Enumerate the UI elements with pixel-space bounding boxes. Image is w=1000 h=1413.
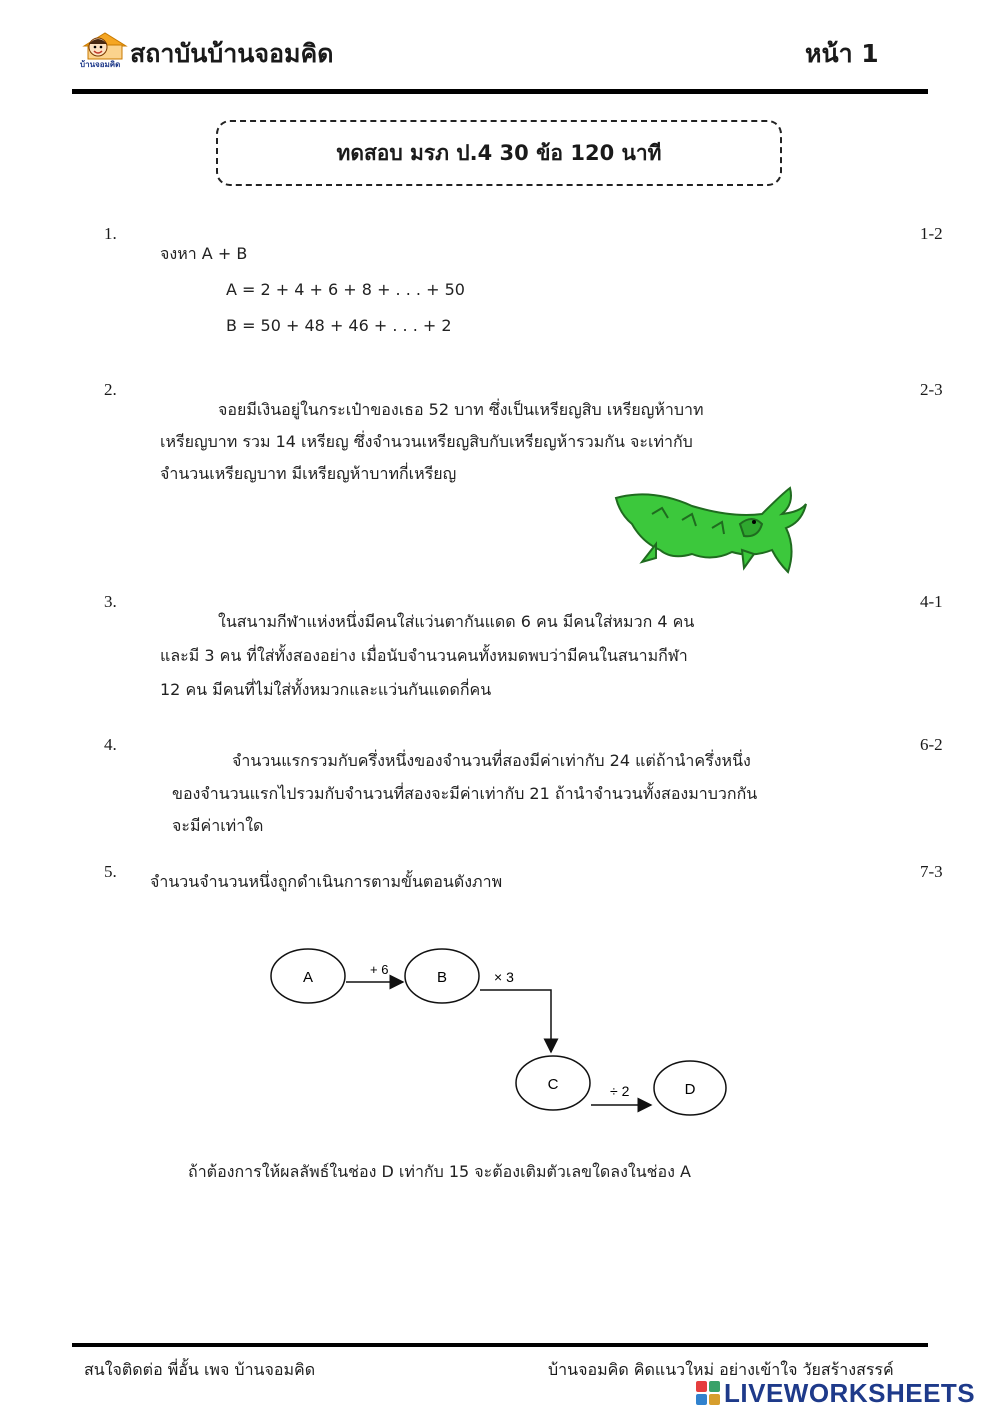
question-text: ในสนามกีฬาแห่งหนึ่งมีคนใส่แว่นตากันแดด 6 คน มีคนใส่หมวก 4 คน xyxy=(218,612,695,631)
liveworksheets-grid-icon xyxy=(696,1381,720,1405)
footer-contact: สนใจติดต่อ พี่อั้น เพจ บ้านจอมคิด xyxy=(84,1360,316,1379)
header-divider xyxy=(72,89,928,94)
question-text: จะมีค่าเท่าใด xyxy=(172,816,264,835)
question-code: 4-1 xyxy=(920,592,943,611)
question-text: จำนวนจำนวนหนึ่งถูกดำเนินการตามขั้นตอนดังภาพ xyxy=(150,872,503,891)
question-code: 1-2 xyxy=(920,224,943,243)
question-text: ถ้าต้องการให้ผลลัพธ์ในช่อง D เท่ากับ 15 จะต้องเติมตัวเลขใดลงในช่อง A xyxy=(188,1162,691,1181)
liveworksheets-text: LIVEWORKSHEETS xyxy=(724,1377,976,1408)
question-code: 2-3 xyxy=(920,380,943,399)
question-number: 1. xyxy=(104,224,117,243)
question-text: 12 คน มีคนที่ไม่ใส่ทั้งหมวกและแว่นกันแดดกี่คน xyxy=(160,680,492,699)
node-c xyxy=(516,1056,590,1110)
footer-slogan: บ้านจอมคิด คิดแนวใหม่ อย่างเข้าใจ วัยสร้างสรรค์ xyxy=(548,1360,894,1379)
node-b xyxy=(405,949,479,1003)
logo-text: บ้านจอมคิด xyxy=(80,60,121,69)
question-number: 4. xyxy=(104,735,117,754)
flow-diagram xyxy=(260,930,740,1134)
dinosaur-illustration xyxy=(612,484,808,584)
node-b-label: B xyxy=(436,969,448,986)
question-text: A = 2 + 4 + 6 + 8 + . . . + 50 xyxy=(226,280,465,299)
question-text: จอยมีเงินอยู่ในกระเป๋าของเธอ 52 บาท ซึ่งเป็นเหรียญสิบ เหรียญห้าบาท xyxy=(218,400,704,419)
footer-divider xyxy=(72,1343,928,1347)
exam-title: ทดสอบ มรภ ป.4 30 ข้อ 120 นาที xyxy=(336,140,662,165)
node-a xyxy=(271,949,345,1003)
page-label: หน้า 1 xyxy=(805,39,879,68)
question-number: 2. xyxy=(104,380,117,399)
question-text: และมี 3 คน ที่ใส่ทั้งสองอย่าง เมื่อนับจำนวนคนทั้งหมดพบว่ามีคนในสนามกีฬา xyxy=(160,646,688,665)
arrow-b-c xyxy=(480,990,551,1052)
node-d xyxy=(654,1061,726,1115)
node-c-label: C xyxy=(547,1076,559,1093)
question-text: B = 50 + 48 + 46 + . . . + 2 xyxy=(226,316,452,335)
header-title: สถาบันบ้านจอมคิด xyxy=(130,39,334,68)
op-label: + 6 xyxy=(370,962,389,977)
question-text: จำนวนเหรียญบาท มีเหรียญห้าบาทกี่เหรียญ xyxy=(160,464,457,483)
question-code: 6-2 xyxy=(920,735,943,754)
question-number: 5. xyxy=(104,862,117,881)
op-label: ÷ 2 xyxy=(610,1083,630,1099)
question-text: จำนวนแรกรวมกับครึ่งหนึ่งของจำนวนที่สองมีค่าเท่ากับ 24 แต่ถ้านำครึ่งหนึ่ง xyxy=(232,751,751,770)
logo xyxy=(78,30,132,72)
liveworksheets-logo xyxy=(696,1378,975,1408)
op-label: × 3 xyxy=(494,969,514,985)
node-d-label: D xyxy=(684,1081,696,1098)
question-code: 7-3 xyxy=(920,862,943,881)
question-text: ของจำนวนแรกไปรวมกับจำนวนที่สองจะมีค่าเท่ากับ 21 ถ้านำจำนวนทั้งสองมาบวกกัน xyxy=(172,784,758,803)
question-text: เหรียญบาท รวม 14 เหรียญ ซึ่งจำนวนเหรียญสิบกับเหรียญห้ารวมกัน จะเท่ากับ xyxy=(160,432,693,451)
question-text: จงหา A + B xyxy=(160,244,248,263)
node-a-label: A xyxy=(302,969,314,986)
exam-title-box xyxy=(216,120,782,186)
question-number: 3. xyxy=(104,592,117,611)
